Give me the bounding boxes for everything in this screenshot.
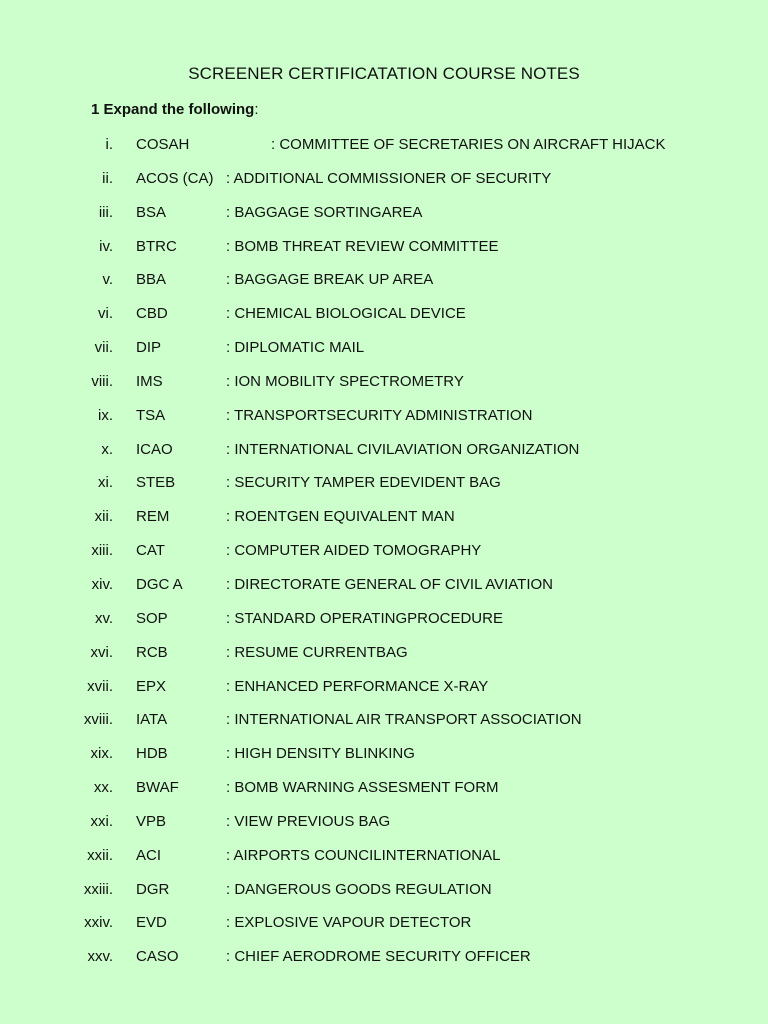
list-item: [0, 670, 768, 704]
list-item: [0, 466, 768, 500]
item-expansion: : ROENTGEN EQUIVALENT MAN: [226, 508, 455, 526]
item-number: iv.: [99, 237, 113, 255]
item-number: xii.: [94, 508, 113, 526]
item-number: xviii.: [83, 711, 113, 729]
list-item: [0, 771, 768, 805]
item-number: xi.: [98, 474, 113, 492]
item-expansion: : TRANSPORTSECURITY ADMINISTRATION: [226, 406, 533, 424]
item-expansion: : DIRECTORATE GENERAL OF CIVIL AVIATION: [226, 575, 554, 593]
item-abbreviation: CAT: [136, 542, 165, 560]
item-expansion: : ENHANCED PERFORMANCE X-RAY: [226, 677, 489, 695]
item-number: xvii.: [87, 677, 113, 695]
item-number: xxv.: [87, 948, 113, 966]
item-expansion: : BAGGAGE SORTINGAREA: [226, 203, 423, 221]
item-abbreviation: IMS: [136, 372, 163, 390]
item-expansion: : VIEW PREVIOUS BAG: [226, 812, 391, 830]
item-expansion: : BAGGAGE BREAK UP AREA: [226, 271, 434, 289]
list-item: [0, 703, 768, 737]
item-abbreviation: DGC A: [136, 575, 183, 593]
item-expansion: : INTERNATIONAL CIVILAVIATION ORGANIZATION: [226, 440, 580, 458]
page-title: SCREENER CERTIFICATATION COURSE NOTES: [188, 64, 580, 83]
list-item: [0, 636, 768, 670]
section-heading: [91, 101, 259, 118]
item-number: i.: [105, 136, 113, 153]
list-item: [0, 906, 768, 940]
item-number: iii.: [98, 203, 113, 221]
item-expansion: : DANGEROUS GOODS REGULATION: [226, 880, 492, 898]
item-abbreviation: BTRC: [136, 237, 177, 255]
list-item: [0, 568, 768, 602]
item-number: v.: [102, 271, 113, 289]
item-expansion: : INTERNATIONAL AIR TRANSPORT ASSOCIATION: [226, 711, 582, 729]
section-heading-text: 1 Expand the following: [91, 101, 255, 118]
item-number: ii.: [102, 169, 113, 187]
item-number: xiv.: [91, 575, 113, 593]
item-abbreviation: EPX: [136, 677, 167, 695]
item-number: xx.: [93, 779, 113, 797]
list-item: [0, 534, 768, 568]
item-abbreviation: DGR: [136, 880, 170, 898]
list-item: [0, 162, 768, 196]
item-expansion: : SECURITY TAMPER EDEVIDENT BAG: [226, 474, 501, 492]
item-expansion: : RESUME CURRENTBAG: [226, 643, 408, 661]
section-heading-colon: :: [254, 101, 259, 118]
item-abbreviation: CBD: [136, 305, 168, 323]
item-abbreviation: RCB: [136, 643, 168, 661]
item-number: xv.: [94, 609, 113, 627]
item-expansion: : ION MOBILITY SPECTROMETRY: [226, 372, 464, 390]
item-abbreviation: STEB: [136, 474, 176, 492]
list-item: [0, 940, 768, 974]
item-abbreviation: EVD: [136, 914, 167, 932]
item-abbreviation: SOP: [136, 609, 168, 627]
abbreviation-list: [0, 128, 768, 974]
item-expansion: : HIGH DENSITY BLINKING: [226, 745, 415, 763]
item-abbreviation: ACI: [136, 846, 162, 864]
item-abbreviation: REM: [136, 508, 170, 526]
list-item: [0, 128, 768, 162]
item-abbreviation: TSA: [136, 406, 166, 424]
item-number: xxi.: [90, 812, 113, 830]
list-item: [0, 365, 768, 399]
item-number: vi.: [98, 305, 113, 323]
item-number: vii.: [94, 339, 113, 357]
item-abbreviation: IATA: [136, 711, 168, 729]
item-number: xix.: [90, 745, 113, 763]
item-abbreviation: ICAO: [136, 440, 173, 458]
item-expansion: : ADDITIONAL COMMISSIONER OF SECURITY: [226, 169, 552, 187]
item-abbreviation: HDB: [136, 745, 168, 763]
item-number: xiii.: [91, 542, 113, 560]
list-item: [0, 602, 768, 636]
item-number: ix.: [98, 406, 113, 424]
item-abbreviation: BWAF: [136, 779, 179, 797]
item-expansion: : CHIEF AERODROME SECURITY OFFICER: [226, 948, 531, 966]
item-abbreviation: ACOS (CA): [136, 169, 214, 187]
item-number: viii.: [91, 372, 113, 390]
item-abbreviation: CASO: [136, 948, 179, 966]
item-abbreviation: BSA: [136, 203, 167, 221]
list-item: [0, 263, 768, 297]
list-item: [0, 873, 768, 907]
item-abbreviation: BBA: [136, 271, 167, 289]
item-number: xxiii.: [83, 880, 113, 898]
item-expansion: : EXPLOSIVE VAPOUR DETECTOR: [226, 914, 472, 932]
list-item: [0, 737, 768, 771]
item-expansion: : CHEMICAL BIOLOGICAL DEVICE: [226, 305, 466, 323]
list-item: [0, 230, 768, 264]
item-expansion: : COMPUTER AIDED TOMOGRAPHY: [226, 542, 482, 560]
list-item: [0, 805, 768, 839]
item-number: xxiv.: [84, 914, 113, 932]
item-number: xxii.: [87, 846, 113, 864]
item-expansion: : BOMB THREAT REVIEW COMMITTEE: [226, 237, 499, 255]
list-item: [0, 297, 768, 331]
item-number: x.: [101, 440, 113, 458]
item-abbreviation: COSAH: [136, 136, 190, 153]
list-item: [0, 500, 768, 534]
item-expansion: : COMMITTEE OF SECRETARIES ON AIRCRAFT HIJACK: [271, 136, 666, 153]
list-item: [0, 839, 768, 873]
item-expansion: : AIRPORTS COUNCILINTERNATIONAL: [226, 846, 501, 864]
item-expansion: : STANDARD OPERATINGPROCEDURE: [226, 609, 503, 627]
list-item: [0, 433, 768, 467]
list-item: [0, 399, 768, 433]
list-item: [0, 331, 768, 365]
item-number: xvi.: [90, 643, 113, 661]
item-abbreviation: VPB: [136, 812, 167, 830]
item-expansion: : BOMB WARNING ASSESMENT FORM: [226, 779, 499, 797]
list-item: [0, 196, 768, 230]
item-abbreviation: DIP: [136, 339, 162, 357]
item-expansion: : DIPLOMATIC MAIL: [226, 339, 365, 357]
